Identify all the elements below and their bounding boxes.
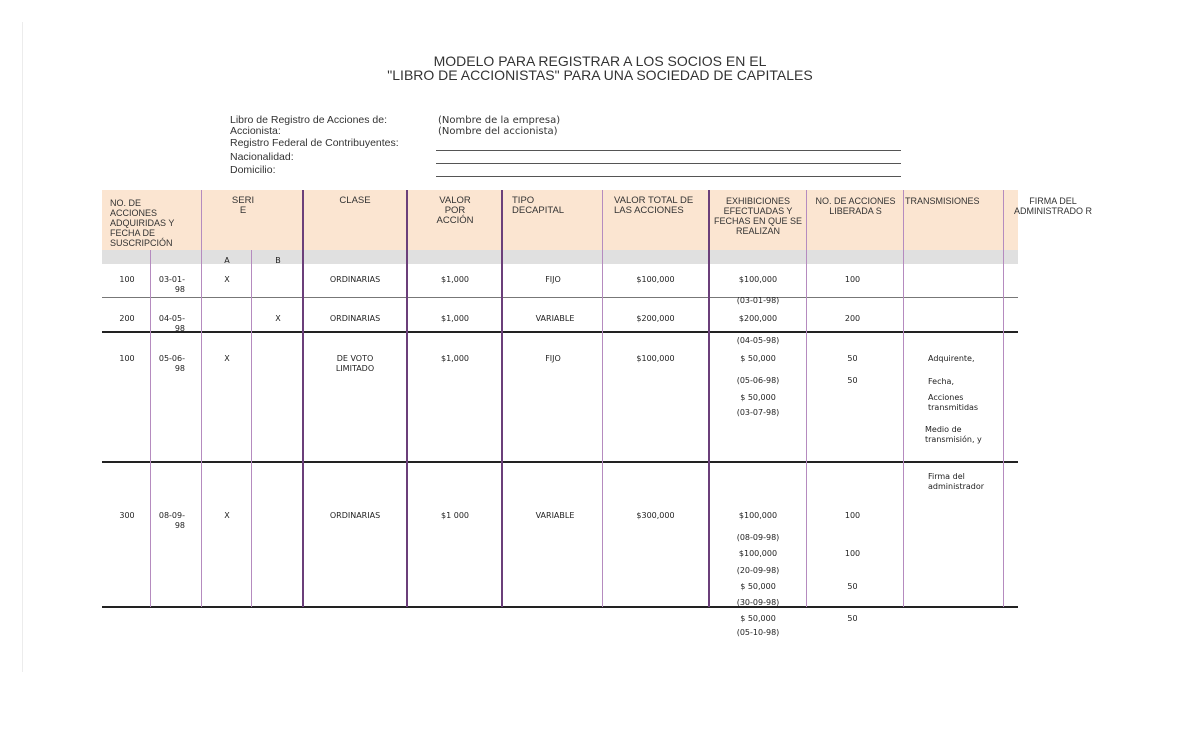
col-divider-valor [406, 190, 408, 607]
col-divider-exhibiciones [708, 190, 710, 607]
row4-exhibicion-3-monto: $ 50,000 [740, 582, 776, 591]
row4-no-acciones: 300 [119, 511, 135, 520]
row3-total: $100,000 [636, 354, 675, 363]
row3-no-acciones: 100 [119, 354, 135, 363]
row1-liberadas: 100 [844, 275, 861, 284]
table-subheader-background [102, 250, 1018, 264]
row1-no-acciones: 100 [119, 275, 135, 284]
page-edge [22, 22, 23, 672]
row2-fecha: 04-05-98 [158, 314, 185, 333]
header-valor-por-accion: VALOR POR ACCIÓN [436, 195, 474, 226]
row4-exhibicion-1-fecha: (08-09-98) [736, 533, 780, 542]
col-divider-clase [302, 190, 304, 607]
row3-transmision-medio: Medio de transmisión, y [925, 425, 982, 444]
col-divider-firma [1003, 190, 1004, 607]
row3-liberadas-1: 50 [847, 354, 858, 363]
header-serie-a: A [224, 256, 230, 265]
row3-exhibicion-1-monto: $ 50,000 [740, 354, 776, 363]
row-divider-3 [102, 461, 1018, 463]
row4-exhibicion-4-monto: $ 50,000 [740, 614, 776, 623]
row3-transmision-acciones: Acciones transmitidas [928, 393, 979, 412]
row3-valor: $1,000 [441, 354, 469, 363]
col-divider-transmisiones [903, 190, 904, 607]
header-no-acciones: NO. DE ACCIONES ADQUIRIDAS Y FECHA DE SUSCRIPCIÓN [110, 198, 175, 248]
header-serie: SERI E [231, 195, 255, 216]
row3-exhibicion-2-monto: $ 50,000 [740, 393, 776, 402]
row2-serie-b: X [275, 314, 281, 323]
row3-transmision-firma: Firma del administrador [928, 472, 985, 491]
row4-fecha: 08-09-98 [158, 511, 185, 530]
info-value-empresa: (Nombre de la empresa) [438, 115, 561, 126]
row3-transmision-adquirente: Adquirente, [928, 354, 975, 363]
row4-exhibicion-2-fecha: (20-09-98) [736, 566, 780, 575]
document-title-line-1: MODELO PARA REGISTRAR A LOS SOCIOS EN EL [433, 53, 767, 69]
info-label-libro: Libro de Registro de Acciones de: [230, 114, 388, 126]
row3-clase: DE VOTO LIMITADO [335, 354, 375, 373]
col-divider-serie [201, 190, 202, 607]
row-divider-1 [102, 297, 1018, 298]
row3-fecha: 05-06-98 [158, 354, 185, 373]
info-value-accionista: (Nombre del accionista) [438, 126, 558, 137]
header-tipo-capital: TIPO DECAPITAL [512, 195, 565, 216]
header-exhibiciones: EXHIBICIONES EFECTUADAS Y FECHAS EN QUE SE REALIZAN [713, 196, 803, 236]
header-transmisiones: TRANSMISIONES [905, 196, 980, 206]
row4-exhibicion-1-monto: $100,000 [738, 511, 778, 520]
header-no-liberadas: NO. DE ACCIONES LIBERADA S [815, 196, 896, 216]
row4-liberadas-1: 100 [844, 511, 861, 520]
row4-exhibicion-3-fecha: (30-09-98) [736, 598, 780, 607]
row1-exhibicion-fecha: (03-01-98) [736, 296, 780, 305]
col-divider-tipo [501, 190, 503, 607]
row3-exhibicion-2-fecha: (03-07-98) [736, 408, 780, 417]
col-divider-total [602, 190, 603, 607]
rfc-blank-line [436, 150, 901, 151]
row4-liberadas-2: 100 [844, 549, 861, 558]
row2-liberadas: 200 [844, 314, 861, 323]
info-label-rfc: Registro Federal de Contribuyentes: [230, 137, 399, 149]
row1-exhibicion-monto: $100,000 [738, 275, 778, 284]
row4-clase: ORDINARIAS [329, 511, 381, 520]
row2-clase: ORDINARIAS [329, 314, 381, 323]
row4-exhibicion-2-monto: $100,000 [738, 549, 778, 558]
row4-serie-a: X [224, 511, 230, 520]
row3-transmision-fecha: Fecha, [928, 377, 954, 386]
col-divider-liberadas [806, 190, 807, 607]
row3-serie-a: X [224, 354, 230, 363]
row2-no-acciones: 200 [119, 314, 135, 323]
row3-liberadas-2: 50 [847, 376, 858, 385]
row4-exhibicion-4-fecha: (05-10-98) [736, 628, 780, 637]
row1-clase: ORDINARIAS [329, 275, 381, 284]
row1-fecha: 03-01-98 [158, 275, 185, 294]
row4-liberadas-4: 50 [847, 614, 858, 623]
info-label-nacionalidad: Nacionalidad: [230, 151, 294, 163]
row1-total: $100,000 [636, 275, 675, 284]
row1-valor: $1,000 [441, 275, 469, 284]
row2-exhibicion-monto: $200,000 [738, 314, 778, 323]
row4-valor: $1 000 [441, 511, 469, 520]
table-bottom-rule [102, 606, 1018, 608]
row-divider-2 [102, 331, 1018, 333]
info-label-domicilio: Domicilio: [230, 164, 276, 176]
row4-liberadas-3: 50 [847, 582, 858, 591]
col-divider-fecha [150, 250, 151, 607]
nacionalidad-blank-line [436, 163, 901, 164]
header-valor-total: VALOR TOTAL DE LAS ACCIONES [614, 195, 694, 216]
row4-total: $300,000 [636, 511, 675, 520]
header-firma: FIRMA DEL ADMINISTRADO R [1013, 196, 1092, 216]
info-label-accionista: Accionista: [230, 125, 281, 137]
row3-exhibicion-1-fecha: (05-06-98) [736, 376, 780, 385]
row2-tipo: VARIABLE [535, 314, 575, 323]
row2-valor: $1,000 [441, 314, 469, 323]
row1-tipo: FIJO [545, 275, 561, 284]
domicilio-blank-line [436, 176, 901, 177]
header-serie-b: B [275, 256, 281, 265]
header-clase: CLASE [339, 195, 371, 206]
row2-exhibicion-fecha: (04-05-98) [736, 336, 780, 345]
row4-tipo: VARIABLE [535, 511, 575, 520]
row3-tipo: FIJO [545, 354, 561, 363]
row1-serie-a: X [224, 275, 230, 284]
document-title-line-2: "LIBRO DE ACCIONISTAS" PARA UNA SOCIEDAD DE CAPITALES [387, 67, 813, 83]
col-divider-serie-ab [251, 250, 252, 607]
row2-total: $200,000 [636, 314, 675, 323]
